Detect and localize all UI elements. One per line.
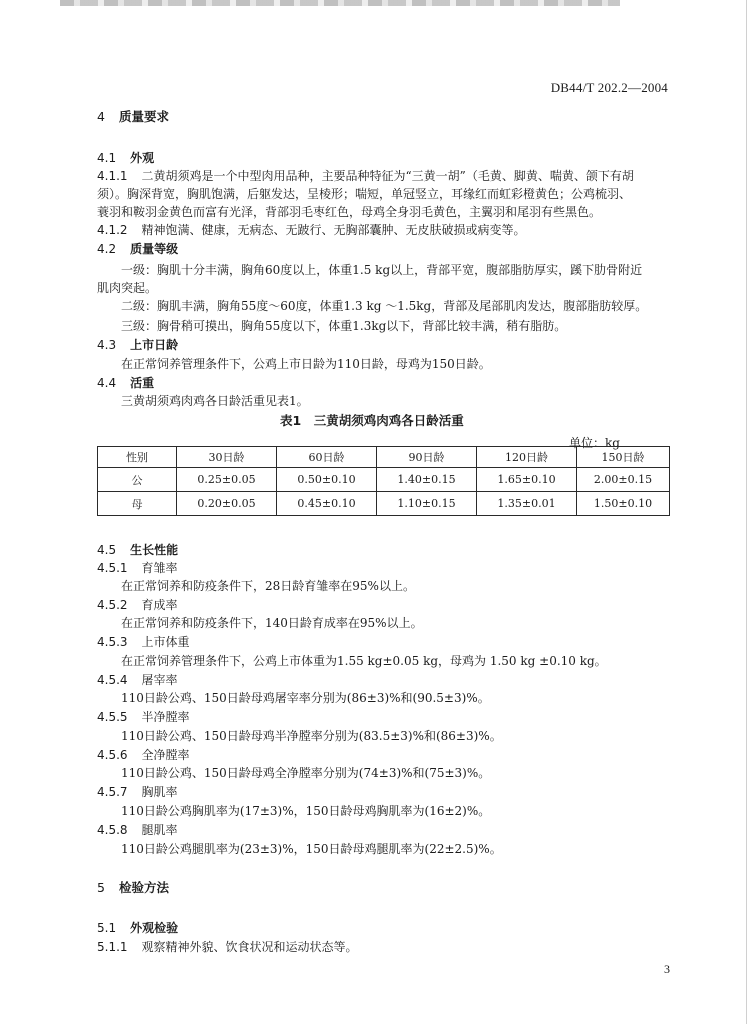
clause-number: 4.5.1 — [97, 561, 128, 575]
clause-title: 胸肌率 — [141, 785, 178, 799]
clause-number: 4.1.2 — [97, 223, 128, 237]
table-cell: 1.35±0.01 — [477, 492, 577, 516]
scan-top-artifact — [60, 0, 620, 6]
document-code: DB44/T 202.2—2004 — [550, 80, 668, 95]
section-4-5-heading — [97, 544, 178, 556]
section-number: 5 — [97, 880, 105, 895]
clause-number: 4.5.2 — [97, 598, 128, 612]
table-header-row — [98, 447, 670, 468]
clause-text: 精神饱满、健康，无病态、无跛行、无胸部囊肿、无皮肤破损或病变等。 — [141, 223, 526, 237]
table-cell: 1.10±0.15 — [377, 492, 477, 516]
section-title: 质量等级 — [130, 242, 179, 256]
section-5-heading — [97, 882, 169, 895]
table-cell: 1.50±0.10 — [577, 492, 670, 516]
clause-4-5-8-text: 110日龄公鸡腿肌率为(23±3)%，150日龄母鸡腿肌率为(22±2.5)%。 — [121, 842, 502, 856]
section-title: 质量要求 — [118, 109, 169, 124]
table-caption: 表1 三黄胡须鸡肉鸡各日龄活重 — [280, 413, 464, 428]
section-number: 4.2 — [97, 242, 117, 256]
clause-number: 4.5.7 — [97, 785, 128, 799]
clause-4-5-4-heading — [97, 674, 178, 686]
clause-number: 4.5.8 — [97, 823, 128, 837]
clause-4-5-1-text: 在正常饲养和防疫条件下，28日龄育雏率在95%以上。 — [121, 579, 415, 593]
grade-1-line1: 一级：胸肌十分丰满，胸角60度以上，体重1.5 kg以上，背部平宽，腹部脂肪厚实，蹊下肋骨附近 — [121, 263, 643, 277]
clause-title: 腿肌率 — [141, 823, 178, 837]
clause-4-5-3-heading — [97, 636, 190, 648]
clause-4-5-7-heading — [97, 786, 178, 798]
table-cell: 公 — [98, 468, 177, 492]
clause-number: 4.5.4 — [97, 673, 128, 687]
clause-number: 4.5.3 — [97, 635, 128, 649]
section-title: 外观检验 — [130, 921, 179, 935]
section-number: 4.4 — [97, 376, 117, 390]
clause-title: 全净膛率 — [141, 748, 190, 762]
clause-text: 二黄胡须鸡是一个中型肉用品种，主要品种特征为“三黄一胡”（毛黄、脚黄、喘黄、颌下有胡 — [141, 169, 634, 183]
section-4-4-text: 三黄胡须鸡肉鸡各日龄活重见表1。 — [121, 394, 309, 408]
clause-5-1-1 — [97, 941, 358, 953]
table-header-cell: 150日龄 — [577, 447, 670, 468]
table-cell: 0.20±0.05 — [177, 492, 277, 516]
section-title: 活重 — [130, 376, 155, 390]
clause-text: 观察精神外貌、饮食状况和运动状态等。 — [141, 940, 358, 954]
section-4-4-heading — [97, 377, 154, 389]
clause-4-1-2 — [97, 224, 526, 236]
section-number: 4.3 — [97, 338, 117, 352]
table-header-cell: 120日龄 — [477, 447, 577, 468]
grade-1-line2: 肌肉突起。 — [97, 281, 158, 295]
clause-4-1-1-line1 — [97, 170, 634, 182]
clause-4-5-3-text: 在正常饲养管理条件下，公鸡上市体重为1.55 kg±0.05 kg，母鸡为 1.50 kg ±0.10 kg。 — [121, 654, 607, 668]
section-title: 生长性能 — [130, 543, 179, 557]
clause-number: 4.5.5 — [97, 710, 128, 724]
table-unit: 单位：kg — [569, 436, 620, 450]
clause-title: 半净膛率 — [141, 710, 190, 724]
clause-number: 4.1.1 — [97, 169, 128, 183]
section-4-heading — [97, 111, 169, 124]
clause-title: 上市体重 — [141, 635, 190, 649]
scan-edge — [746, 0, 747, 1024]
section-number: 4 — [97, 109, 105, 124]
clause-title: 育雏率 — [141, 561, 178, 575]
table-header-cell: 性别 — [98, 447, 177, 468]
clause-4-5-5-text: 110日龄公鸡、150日龄母鸡半净膛率分别为(83.5±3)%和(86±3)%。 — [121, 729, 502, 743]
clause-4-5-6-text: 110日龄公鸡、150日龄母鸡全净膛率分别为(74±3)%和(75±3)%。 — [121, 766, 491, 780]
clause-4-5-4-text: 110日龄公鸡、150日龄母鸡屠宰率分别为(86±3)%和(90.5±3)%。 — [121, 691, 490, 705]
section-4-2-heading — [97, 243, 178, 255]
table-cell: 2.00±0.15 — [577, 468, 670, 492]
clause-4-5-2-heading — [97, 599, 178, 611]
section-number: 4.1 — [97, 151, 117, 165]
section-number: 4.5 — [97, 543, 117, 557]
clause-4-5-1-heading — [97, 562, 178, 574]
clause-number: 5.1.1 — [97, 940, 128, 954]
section-4-3-heading — [97, 339, 178, 351]
section-4-1-heading — [97, 152, 154, 164]
section-4-3-text: 在正常饲养管理条件下，公鸡上市日龄为110日龄，母鸡为150日龄。 — [121, 357, 491, 371]
section-5-1-heading — [97, 922, 178, 934]
table-header-cell: 90日龄 — [377, 447, 477, 468]
grade-2: 二级：胸肌丰满，胸角55度～60度，体重1.3 kg ～1.5kg，背部及尾部肌肉发达，腹部脂肪较厚。 — [121, 299, 648, 313]
clause-4-5-8-heading — [97, 824, 178, 836]
clause-4-5-7-text: 110日龄公鸡胸肌率为(17±3)%，150日龄母鸡胸肌率为(16±2)%。 — [121, 804, 491, 818]
table-cell: 母 — [98, 492, 177, 516]
table-cell: 1.65±0.10 — [477, 468, 577, 492]
weight-table — [97, 446, 670, 516]
clause-4-1-1-line3: 蓑羽和鞍羽金黄色而富有光泽，背部羽毛枣红色，母鸡全身羽毛黄色，主翼羽和尾羽有些黑色。 — [97, 205, 602, 219]
page-number: 3 — [664, 962, 670, 976]
section-title: 上市日龄 — [130, 338, 179, 352]
clause-4-1-1-line2: 须）。胸深背宽，胸肌饱满，后躯发达，呈棱形；喘短，单冠竖立，耳缘红而虹彩橙黄色；公鸡梳羽、 — [97, 187, 632, 201]
table-cell: 0.50±0.10 — [277, 468, 377, 492]
table-cell: 0.25±0.05 — [177, 468, 277, 492]
clause-4-5-5-heading — [97, 711, 190, 723]
table-cell: 1.40±0.15 — [377, 468, 477, 492]
clause-number: 4.5.6 — [97, 748, 128, 762]
table-row — [98, 468, 670, 492]
section-title: 检验方法 — [118, 880, 169, 895]
table-cell: 0.45±0.10 — [277, 492, 377, 516]
table-header-cell: 30日龄 — [177, 447, 277, 468]
clause-4-5-2-text: 在正常饲养和防疫条件下，140日龄育成率在95%以上。 — [121, 616, 423, 630]
table-row — [98, 492, 670, 516]
clause-4-5-6-heading — [97, 749, 190, 761]
clause-title: 育成率 — [141, 598, 178, 612]
section-title: 外观 — [130, 151, 155, 165]
table-header-cell: 60日龄 — [277, 447, 377, 468]
clause-title: 屠宰率 — [141, 673, 178, 687]
grade-3: 三级：胸骨稍可摸出，胸角55度以下，体重1.3kg以下，背部比较丰满，稍有脂肪。 — [121, 319, 567, 333]
section-number: 5.1 — [97, 921, 117, 935]
